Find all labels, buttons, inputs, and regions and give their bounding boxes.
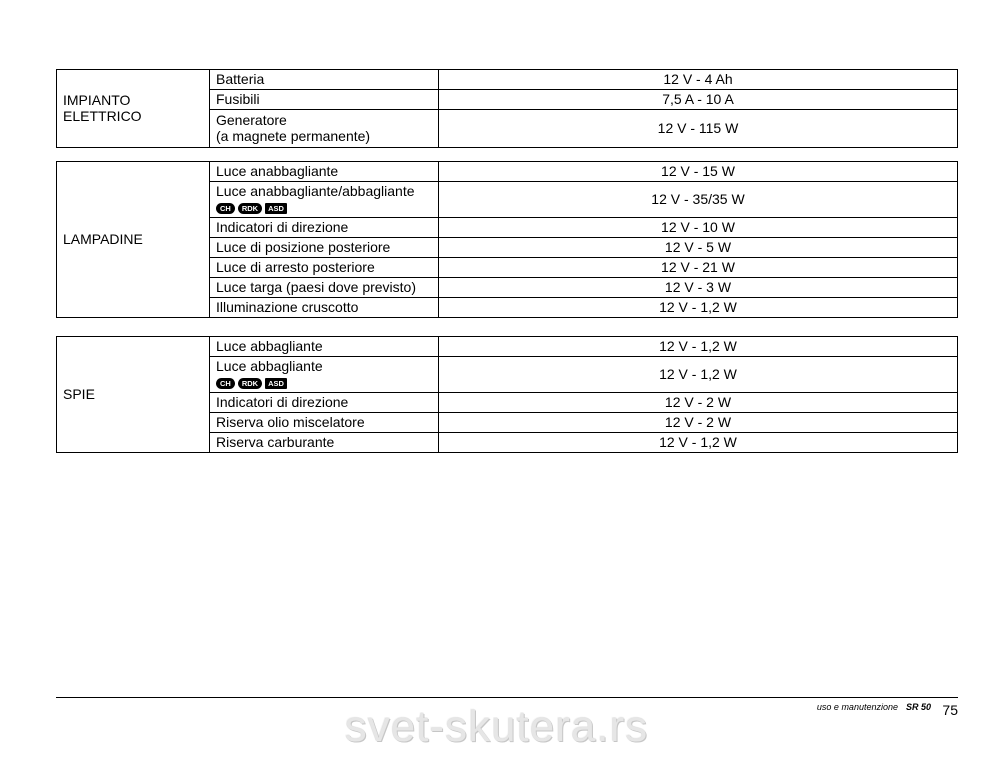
badge-ch: CH [216,203,235,214]
item-cell: Illuminazione cruscotto [210,298,439,318]
value-cell: 12 V - 21 W [439,258,958,278]
country-badges [216,200,432,215]
category-cell: LAMPADINE [57,162,210,318]
table-row [57,337,958,357]
item-label: Luce abbagliante [216,357,323,374]
item-cell: Luce anabbagliante [210,162,439,182]
page-number: 75 [942,702,958,718]
item-cell: Luce di posizione posteriore [210,238,439,258]
value-cell: 12 V - 2 W [439,393,958,413]
value-cell: 7,5 A - 10 A [439,90,958,110]
item-cell: Riserva olio miscelatore [210,413,439,433]
category-label: IMPIANTO [63,92,131,109]
item-label: (a magnete permanente) [216,127,371,144]
item-cell: Indicatori di direzione [210,393,439,413]
item-cell [210,357,439,393]
value-cell: 12 V - 115 W [439,110,958,148]
model-name: SR 50 [905,702,931,712]
item-cell [210,110,439,148]
item-cell: Luce targa (paesi dove previsto) [210,278,439,298]
value-cell: 12 V - 2 W [439,413,958,433]
value-cell: 12 V - 10 W [439,218,958,238]
item-cell [210,182,439,218]
value-cell: 12 V - 15 W [439,162,958,182]
badge-asd: ASD [265,203,287,214]
value-cell: 12 V - 1,2 W [439,357,958,393]
value-cell: 12 V - 4 Ah [439,70,958,90]
item-cell: Fusibili [210,90,439,110]
item-cell: Indicatori di direzione [210,218,439,238]
category-label: ELETTRICO [63,107,142,124]
item-cell: Batteria [210,70,439,90]
footer-divider [56,697,958,698]
country-badges [216,375,432,390]
badge-rdk: RDK [238,203,262,214]
value-cell: 12 V - 1,2 W [439,433,958,453]
item-cell: Riserva carburante [210,433,439,453]
category-cell: SPIE [57,337,210,453]
item-label: Luce anabbagliante/abbagliante [216,182,415,199]
lampadine-table [56,161,958,318]
value-cell: 12 V - 35/35 W [439,182,958,218]
item-cell: Luce abbagliante [210,337,439,357]
value-cell: 12 V - 1,2 W [439,298,958,318]
category-cell [57,70,210,148]
watermark: svet-skutera.rs [344,702,649,751]
table-row [57,70,958,90]
badge-asd: ASD [265,378,287,389]
value-cell: 12 V - 5 W [439,238,958,258]
value-cell: 12 V - 1,2 W [439,337,958,357]
manual-title: uso e manutenzione [816,702,898,712]
table-row [57,162,958,182]
badge-rdk: RDK [238,378,262,389]
item-cell: Luce di arresto posteriore [210,258,439,278]
item-label: Generatore [216,112,287,129]
badge-ch: CH [216,378,235,389]
value-cell: 12 V - 3 W [439,278,958,298]
impianto-elettrico-table [56,69,958,148]
spie-table [56,336,958,453]
